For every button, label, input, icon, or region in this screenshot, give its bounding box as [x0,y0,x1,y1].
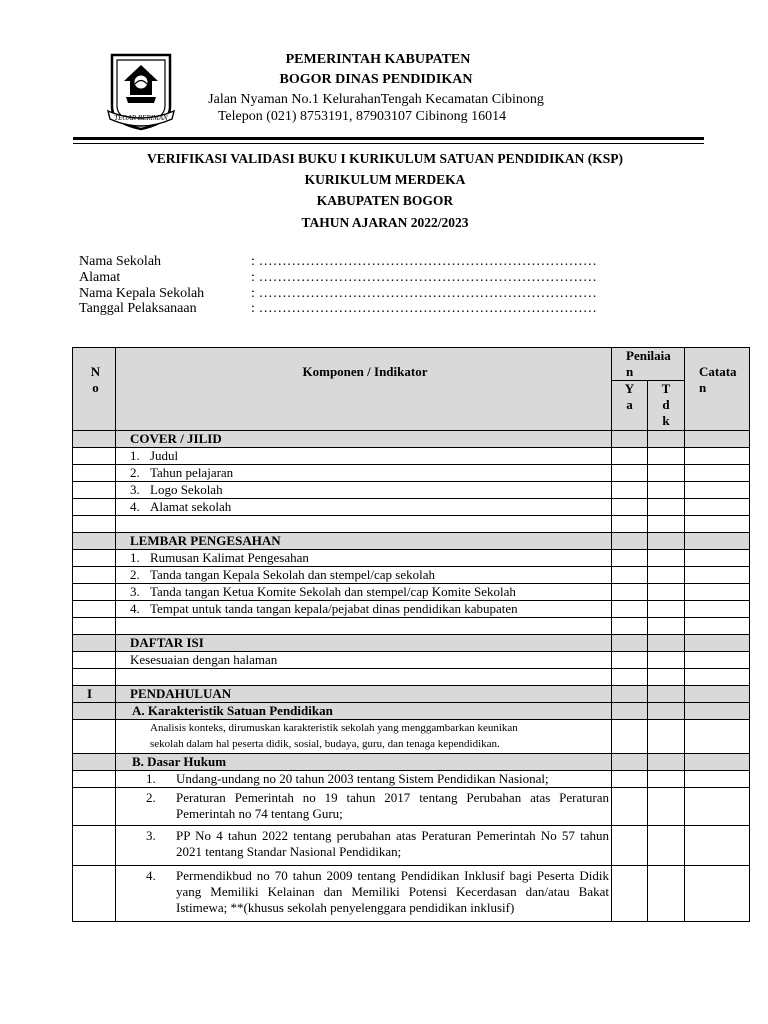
document-subtitle-3: TAHUN AJARAN 2022/2023 [301,215,469,230]
identity-value-date: : ……………………………………………………………… [251,301,597,316]
header-penilaian-line-2: n [626,364,634,379]
section-heading-pengesahan: LEMBAR PENGESAHAN [116,533,612,550]
check-ya[interactable] [612,826,648,866]
note-cell[interactable] [685,499,750,516]
letterhead-thick-rule [73,137,704,140]
header-tdk-line-2: d [662,397,670,412]
note-cell[interactable] [685,771,750,788]
item-dasar-hukum-2: 2. Peraturan Pemerintah no 19 tahun 2017 tentang Perubahan atas Peraturan Pemerintah no 74 tentang Guru; [116,788,612,826]
item-dasar-hukum-4: 4. Permendikbud no 70 tahun 2009 tentang Pendidikan Inklusif bagi Peserta Didik yang Memiliki Kelainan dan Memiliki Potensi Kecerdasan dan/atau Bakat Istimewa; **(khusus sekolah penyelenggara pendidikan inklusif) [116,866,612,922]
check-ya[interactable] [612,771,648,788]
note-cell[interactable] [685,720,750,754]
section-row-cover [73,431,750,448]
header-ya [612,381,648,431]
item-cover-3: 3. Logo Sekolah [116,482,612,499]
header-tdk-line-3: k [662,413,670,428]
spacer-row [73,516,750,533]
check-tdk[interactable] [648,771,685,788]
table-row [73,771,750,788]
check-tdk[interactable] [648,550,685,567]
section-heading-daftar-isi: DAFTAR ISI [116,635,612,652]
subsection-row-dasar-hukum [73,754,750,771]
check-ya[interactable] [612,584,648,601]
header-catatan [685,348,750,431]
subsection-row-karakteristik [73,703,750,720]
table-row [73,499,750,516]
spacer-row [73,669,750,686]
item-karakteristik [116,720,612,754]
note-cell[interactable] [685,584,750,601]
table-row [73,652,750,669]
table-row [73,866,750,922]
note-cell[interactable] [685,652,750,669]
section-row-daftar-isi [73,635,750,652]
section-row-pengesahan [73,533,750,550]
section-row-pendahuluan [73,686,750,703]
header-no-line-2: o [92,380,99,395]
table-row [73,584,750,601]
identity-value-school: : ……………………………………………………………… [251,254,597,269]
header-ya-line-2: a [626,397,633,412]
table-row [73,482,750,499]
table-row [73,550,750,567]
table-row [73,826,750,866]
note-cell[interactable] [685,567,750,584]
note-cell[interactable] [685,550,750,567]
check-tdk[interactable] [648,720,685,754]
table-row [73,567,750,584]
verification-table [72,347,750,922]
letterhead-thin-rule [73,143,704,144]
item-dasar-hukum-3: 3. PP No 4 tahun 2022 tentang perubahan atas Peraturan Pemerintah No 57 tahun 2021 tentang Standar Nasional Pendidikan; [116,826,612,866]
table-header-row [73,348,750,381]
table-row [73,448,750,465]
subsection-heading-karakteristik: A. Karakteristik Satuan Pendidikan [116,703,612,720]
letterhead-phone: Telepon (021) 8753191, 87903107 Cibinong 16014 [217,109,507,124]
identity-value-address: : ……………………………………………………………… [251,270,597,285]
header-catatan-line-1: Catata [699,364,737,379]
svg-text:TEGAR BERIMAN: TEGAR BERIMAN [114,114,168,122]
header-tdk-line-1: T [661,381,671,396]
document-subtitle-2: KABUPATEN BOGOR [316,193,454,208]
letterhead-line-2: BOGOR DINAS PENDIDIKAN [279,72,473,87]
check-ya[interactable] [612,448,648,465]
identity-label-date: Tanggal Pelaksanaan [79,301,197,316]
note-cell[interactable] [685,826,750,866]
item-daftar-isi: Kesesuaian dengan halaman [116,652,612,669]
check-tdk[interactable] [648,567,685,584]
item-karakteristik-line-1: Analisis konteks, dirumuskan karakteristik sekolah yang menggambarkan keunikan [150,722,518,734]
header-no-line-1: N [90,364,101,379]
check-tdk[interactable] [648,601,685,618]
item-pengesahan-2: 2. Tanda tangan Kepala Sekolah dan stempel/cap sekolah [116,567,612,584]
check-ya[interactable] [612,550,648,567]
check-ya[interactable] [612,567,648,584]
identity-label-school: Nama Sekolah [79,254,162,269]
header-catatan-line-2: n [699,380,707,395]
spacer-row [73,618,750,635]
check-ya[interactable] [612,720,648,754]
item-dasar-hukum-1: 1. Undang-undang no 20 tahun 2003 tentang Sistem Pendidikan Nasional; [116,771,612,788]
check-ya[interactable] [612,465,648,482]
section-heading-cover: COVER / JILID [116,431,612,448]
note-cell[interactable] [685,788,750,826]
check-tdk[interactable] [648,584,685,601]
note-cell[interactable] [685,482,750,499]
section-number-pendahuluan: I [73,686,116,703]
note-cell[interactable] [685,465,750,482]
item-pengesahan-4: 4. Tempat untuk tanda tangan kepala/pejabat dinas pendidikan kabupaten [116,601,612,618]
table-row [73,465,750,482]
table-row [73,788,750,826]
header-tdk [648,381,685,431]
item-pengesahan-1: 1. Rumusan Kalimat Pengesahan [116,550,612,567]
item-cover-4: 4. Alamat sekolah [116,499,612,516]
check-ya[interactable] [612,499,648,516]
subsection-heading-dasar-hukum: B. Dasar Hukum [116,754,612,771]
note-cell[interactable] [685,601,750,618]
note-cell[interactable] [685,448,750,465]
table-row [73,601,750,618]
header-komponen: Komponen / Indikator [116,348,612,431]
letterhead-line-1: PEMERINTAH KABUPATEN [285,52,471,67]
table-row [73,720,750,754]
item-karakteristik-line-2: sekolah dalam hal peserta didik, sosial, budaya, guru, dan tenaga kependidikan. [150,738,500,750]
check-tdk[interactable] [648,788,685,826]
document-title: VERIFIKASI VALIDASI BUKU I KURIKULUM SATUAN PENDIDIKAN (KSP) [147,151,623,166]
check-ya[interactable] [612,788,648,826]
item-cover-2: 2. Tahun pelajaran [116,465,612,482]
document-subtitle-1: KURIKULUM MERDEKA [304,172,466,187]
item-pengesahan-3: 3. Tanda tangan Ketua Komite Sekolah dan stempel/cap Komite Sekolah [116,584,612,601]
check-tdk[interactable] [648,866,685,922]
check-ya[interactable] [612,652,648,669]
check-tdk[interactable] [648,465,685,482]
header-ya-line-1: Y [624,381,635,396]
note-cell[interactable] [685,866,750,922]
check-tdk[interactable] [648,499,685,516]
check-tdk[interactable] [648,482,685,499]
header-no [73,348,116,431]
check-tdk[interactable] [648,448,685,465]
letterhead-address: Jalan Nyaman No.1 KelurahanTengah Kecamatan Cibinong [208,92,544,107]
section-heading-pendahuluan: PENDAHULUAN [116,686,612,703]
item-cover-1: 1. Judul [116,448,612,465]
check-ya[interactable] [612,866,648,922]
check-ya[interactable] [612,482,648,499]
header-penilaian-line-1: Penilaia [626,348,671,363]
header-penilaian [612,348,685,381]
check-ya[interactable] [612,601,648,618]
check-tdk[interactable] [648,826,685,866]
identity-value-principal: : ……………………………………………………………… [251,286,597,301]
check-tdk[interactable] [648,652,685,669]
identity-label-address: Alamat [79,270,121,285]
identity-label-principal: Nama Kepala Sekolah [79,286,205,301]
